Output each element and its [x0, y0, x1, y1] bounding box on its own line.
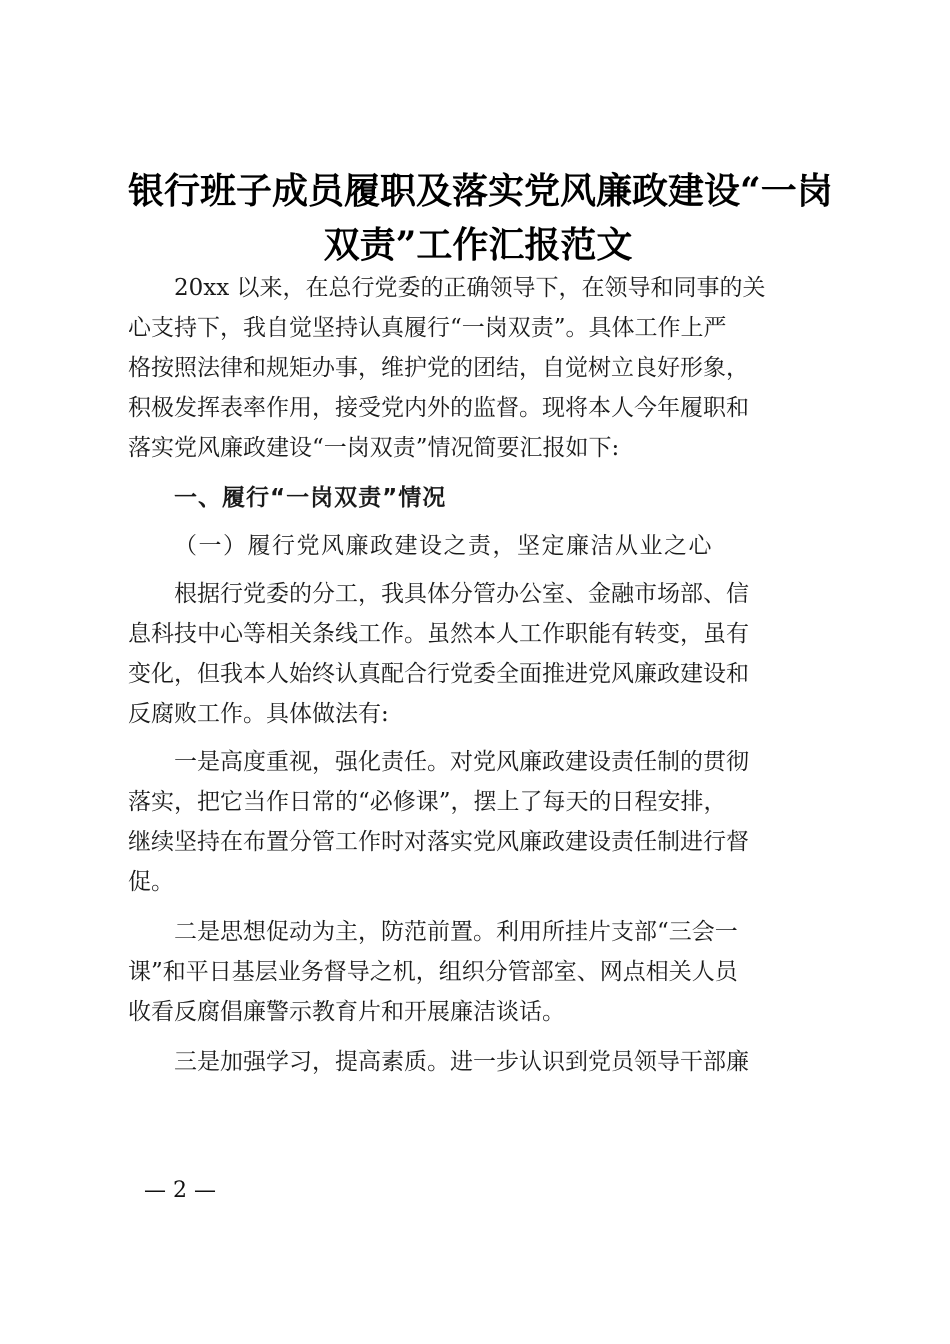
- text-line: 落实党风廉政建设“一岗双责”情况简要汇报如下:: [128, 435, 620, 461]
- text-line: 反腐败工作。具体做法有:: [128, 701, 389, 727]
- text-line: 三是加强学习，提高素质。进一步认识到党员领导干部廉: [174, 1049, 749, 1075]
- text-line: 根据行党委的分工，我具体分管办公室、金融市场部、信: [174, 581, 749, 607]
- text-line: 一是高度重视，强化责任。对党风廉政建设责任制的贯彻: [174, 749, 749, 775]
- page-number: — 2 —: [144, 1178, 216, 1203]
- document-body: [128, 268, 818, 1082]
- section-heading-1: 一、履行“一岗双责”情况: [174, 485, 447, 511]
- text-line: 20xx 以来，在总行党委的正确领导下，在领导和同事的关: [174, 275, 766, 301]
- body-paragraph-4: [128, 1042, 818, 1082]
- text-line: 二是思想促动为主，防范前置。利用所挂片支部“三会一: [174, 919, 738, 945]
- body-paragraph-1: [128, 574, 818, 734]
- text-line: 心支持下，我自觉坚持认真履行“一岗双责”。具体工作上严: [128, 315, 727, 341]
- text-line: 促。: [128, 869, 174, 895]
- text-line: 收看反腐倡廉警示教育片和开展廉洁谈话。: [128, 999, 565, 1025]
- section-heading-2: （一）履行党风廉政建设之责，坚定廉洁从业之心: [174, 533, 713, 559]
- title-line-1: 银行班子成员履职及落实党风廉政建设“一岗: [128, 170, 833, 212]
- text-line: 变化，但我本人始终认真配合行党委全面推进党风廉政建设和: [128, 661, 749, 687]
- text-line: 息科技中心等相关条线工作。虽然本人工作职能有转变，虽有: [128, 621, 749, 647]
- title-line-2: 双责”工作汇报范文: [323, 224, 633, 266]
- intro-paragraph: [128, 268, 818, 468]
- text-line: 积极发挥表率作用，接受党内外的监督。现将本人今年履职和: [128, 395, 749, 421]
- text-line: 格按照法律和规矩办事，维护党的团结，自觉树立良好形象，: [128, 355, 749, 381]
- body-paragraph-2: [128, 742, 818, 902]
- document-title: [128, 164, 833, 272]
- text-line: 课”和平日基层业务督导之机，组织分管部室、网点相关人员: [128, 959, 738, 985]
- text-line: 继续坚持在布置分管工作时对落实党风廉政建设责任制进行督: [128, 829, 749, 855]
- text-line: 落实，把它当作日常的“必修课”，摆上了每天的日程安排，: [128, 789, 727, 815]
- body-paragraph-3: [128, 912, 818, 1032]
